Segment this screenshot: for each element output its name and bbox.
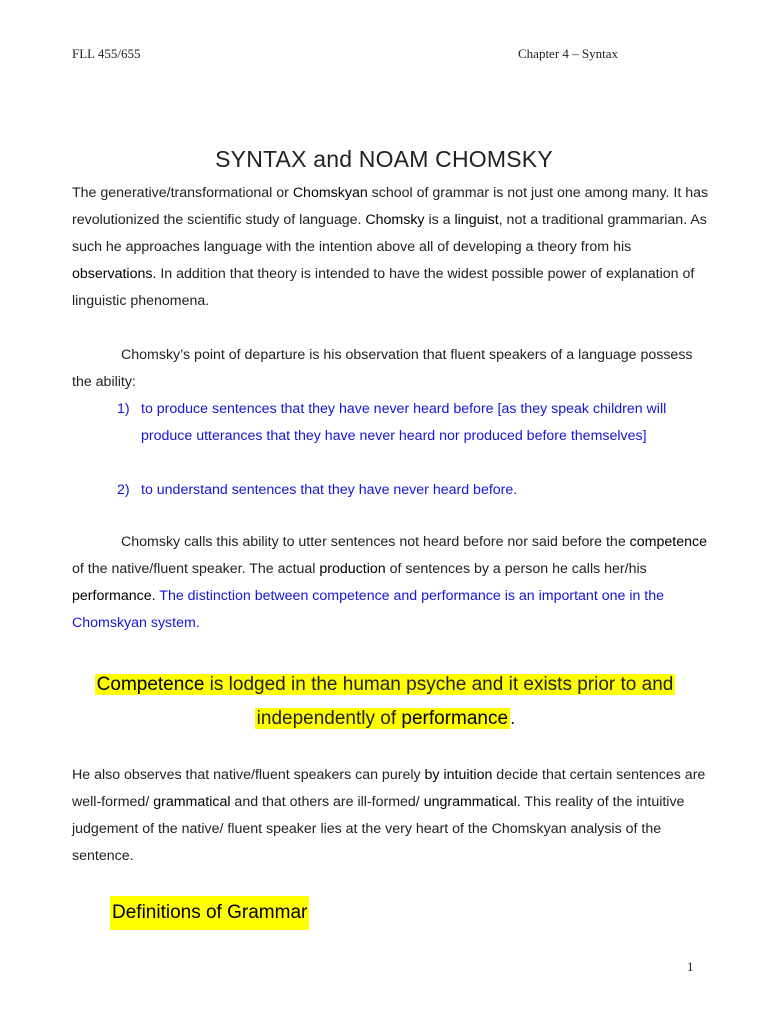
term-ungrammatical: ungrammatical. xyxy=(423,794,521,810)
list-text: to produce sentences that they have never heard before [as they speak children will xyxy=(141,401,667,417)
term-linguist: linguist xyxy=(454,212,499,228)
competence-text: of the native/fluent speaker. The actual xyxy=(72,561,320,577)
intuition-paragraph xyxy=(72,762,712,870)
distinction-note: The distinction between competence and performance is an important one in the Chomskyan system. xyxy=(72,588,665,631)
intuition-text: He also observes that native/fluent speakers can purely xyxy=(72,767,425,783)
intuition-text: and that others are ill-formed/ xyxy=(230,794,424,810)
page-number: 1 xyxy=(687,959,694,974)
competence-paragraph xyxy=(72,529,712,637)
term-performance: performance xyxy=(401,708,509,729)
term-competence: Competence xyxy=(96,674,205,695)
term-chomsky: Chomsky xyxy=(365,212,425,228)
intro-text: In addition that theory is intended to have the widest possible power of explanation of linguistic phenomena. xyxy=(72,266,695,309)
term-chomskyan: Chomskyan xyxy=(292,185,368,201)
term-production: production xyxy=(319,561,386,577)
intro-text: , not a traditional grammarian. As such he approaches language with the intention above all of developing a theory from his xyxy=(72,212,707,255)
list-number: 1) xyxy=(117,401,130,417)
intro-text: The generative/transformational or xyxy=(72,185,293,201)
competence-text: Chomsky calls this ability to utter sentences not heard before nor said before the xyxy=(121,534,630,550)
intro-text: school of grammar is not just one among many. It has revolutionized the scientific study of language. xyxy=(72,185,709,228)
departure-paragraph xyxy=(72,342,712,396)
header-chapter: Chapter 4 – Syntax xyxy=(518,46,619,61)
definitions-heading: Definitions of Grammar xyxy=(110,896,309,930)
list-number: 2) xyxy=(117,482,130,498)
competence-text: of sentences by a person he calls her/his xyxy=(385,561,647,577)
term-performance: performance. xyxy=(72,588,156,604)
header-course: FLL 455/655 xyxy=(72,46,141,61)
highlighted-statement xyxy=(60,668,710,736)
highlight-text: is lodged in the human psyche and it exists prior to and xyxy=(204,674,674,695)
list-item xyxy=(117,477,717,504)
departure-text: Chomsky’s point of departure is his observation that fluent speakers of a language possess the ability: xyxy=(72,347,693,390)
intro-text: is a xyxy=(424,212,455,228)
page-title: SYNTAX and NOAM CHOMSKY xyxy=(215,146,553,172)
intro-paragraph xyxy=(72,180,712,315)
list-text: produce utterances that they have never heard nor produced before themselves] xyxy=(141,428,647,444)
highlight-text: independently of xyxy=(256,708,402,729)
list-text: to understand sentences that they have never heard before. xyxy=(141,482,518,498)
intuition-text: This reality of the intuitive judgement of the native/ fluent speaker lies at the very heart of the Chomskyan analysis of the sentence. xyxy=(72,794,685,864)
term-by-intuition: by intuition xyxy=(424,767,493,783)
term-grammatical: grammatical xyxy=(153,794,231,810)
term-competence: competence xyxy=(629,534,707,550)
intuition-text: decide that certain sentences are well-formed/ xyxy=(72,767,706,810)
highlight-text: . xyxy=(510,708,516,729)
term-observations: observations. xyxy=(72,266,157,282)
list-item xyxy=(117,396,717,450)
